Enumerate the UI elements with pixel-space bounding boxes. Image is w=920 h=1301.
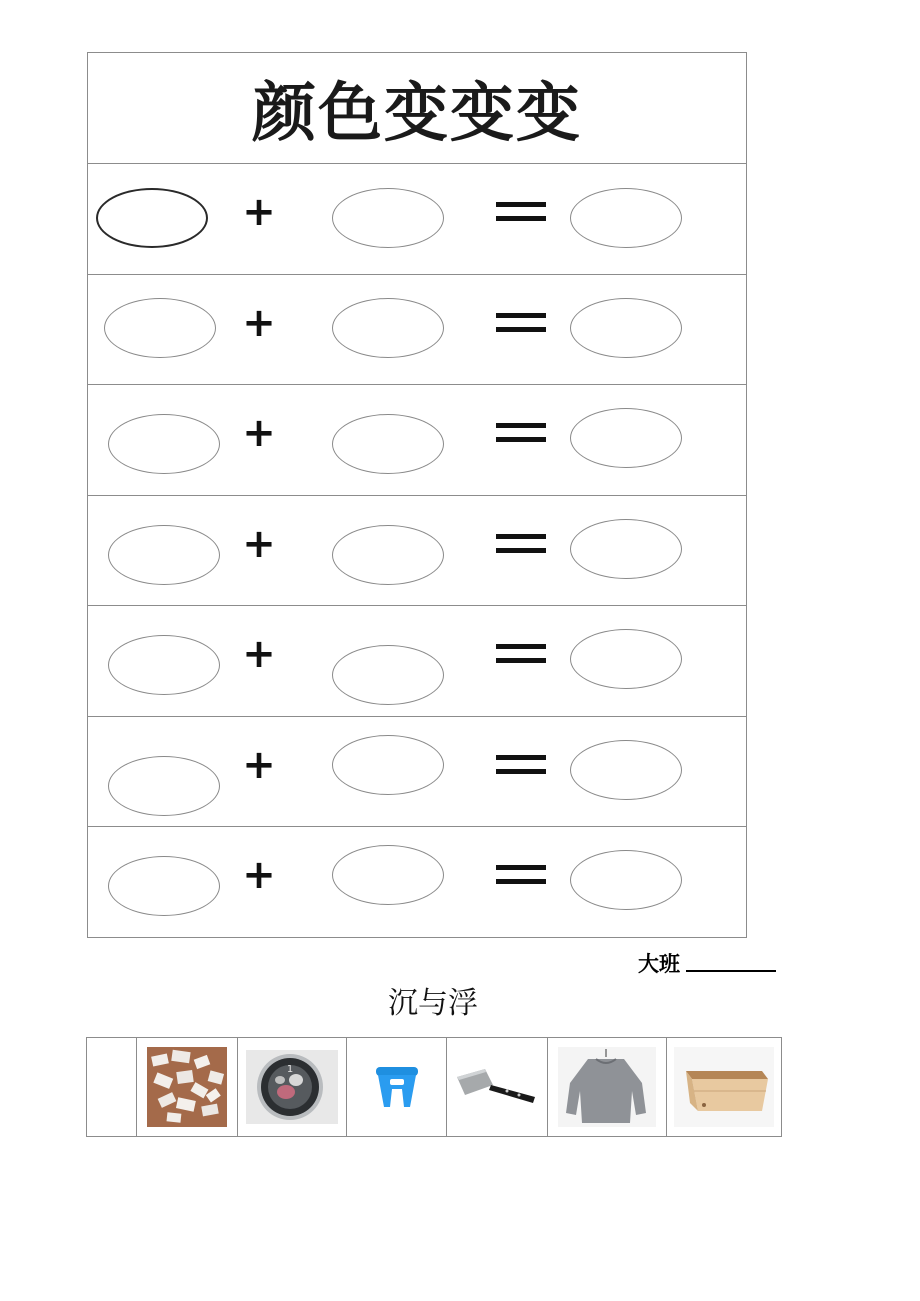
equation-row: [88, 606, 746, 717]
color-oval-first[interactable]: [96, 188, 208, 248]
equals-sign: [496, 644, 546, 666]
plastic-stool-photo: [370, 1065, 424, 1109]
color-oval-first[interactable]: [108, 635, 220, 695]
coin-photo: [246, 1050, 338, 1124]
cleaver-cell: [447, 1038, 548, 1136]
equation-row: [88, 827, 746, 938]
color-oval-result[interactable]: [570, 298, 682, 358]
color-oval-second[interactable]: [332, 525, 444, 585]
color-oval-first[interactable]: [108, 756, 220, 816]
equals-sign: [496, 423, 546, 445]
equals-bar-bottom: [496, 216, 546, 221]
sweater-photo: [558, 1047, 656, 1127]
plus-sign: +: [242, 520, 276, 567]
color-oval-first[interactable]: [108, 525, 220, 585]
plus-sign: +: [242, 189, 276, 235]
worksheet-title: 颜色变变变: [252, 77, 582, 151]
color-oval-first[interactable]: [104, 298, 216, 358]
equals-bar-top: [496, 313, 546, 318]
color-oval-second[interactable]: [332, 188, 444, 248]
color-oval-second[interactable]: [332, 414, 444, 474]
plus-sign: +: [242, 741, 276, 788]
equals-sign: [496, 313, 546, 335]
paper-scraps-photo: [147, 1047, 227, 1127]
equals-sign: [496, 755, 546, 777]
equals-bar-bottom: [496, 437, 546, 442]
plus-sign: +: [242, 410, 276, 456]
equals-sign: [496, 865, 546, 887]
svg-text:1: 1: [286, 1064, 294, 1075]
color-oval-result[interactable]: [570, 188, 682, 248]
color-oval-result[interactable]: [570, 629, 682, 689]
sweater-cell: [548, 1038, 667, 1136]
color-mixing-worksheet: [87, 52, 747, 938]
coin-cell: [238, 1038, 347, 1136]
equals-bar-bottom: [496, 658, 546, 663]
equals-bar-top: [496, 644, 546, 649]
color-oval-second[interactable]: [332, 298, 444, 358]
sink-float-table: [86, 1037, 782, 1137]
equals-bar-bottom: [496, 879, 546, 884]
equation-row: [88, 717, 746, 828]
equation-row: [88, 275, 746, 386]
equation-row: [88, 385, 746, 496]
color-oval-result[interactable]: [570, 519, 682, 579]
paper-scraps-cell: [137, 1038, 238, 1136]
equals-bar-top: [496, 865, 546, 870]
wooden-box-photo: [674, 1047, 774, 1127]
plus-sign: +: [242, 852, 276, 898]
plus-sign: +: [242, 299, 276, 346]
equals-bar-bottom: [496, 548, 546, 553]
color-oval-result[interactable]: [570, 408, 682, 468]
equals-bar-top: [496, 202, 546, 207]
color-oval-first[interactable]: [108, 856, 220, 916]
color-oval-result[interactable]: [570, 740, 682, 800]
class-label: 大班: [638, 952, 680, 976]
color-oval-second[interactable]: [332, 645, 444, 705]
blank-cell: [87, 1038, 137, 1136]
plus-sign: +: [242, 631, 276, 677]
equals-sign: [496, 202, 546, 224]
wooden-box-cell: [667, 1038, 781, 1136]
stool-cell: [347, 1038, 447, 1136]
color-oval-second[interactable]: [332, 735, 444, 795]
equals-bar-bottom: [496, 769, 546, 774]
equation-rows: [88, 164, 746, 938]
worksheet-title-cell: [88, 53, 746, 164]
equals-sign: [496, 534, 546, 556]
color-oval-first[interactable]: [108, 414, 220, 474]
equation-row: [88, 496, 746, 607]
color-oval-result[interactable]: [570, 850, 682, 910]
equals-bar-top: [496, 534, 546, 539]
equals-bar-top: [496, 755, 546, 760]
equals-bar-top: [496, 423, 546, 428]
color-oval-second[interactable]: [332, 845, 444, 905]
equation-row: [88, 164, 746, 275]
sink-float-title: 沉与浮: [388, 986, 478, 1021]
equals-bar-bottom: [496, 327, 546, 332]
cleaver-photo: [455, 1067, 539, 1107]
class-name-blank: [686, 970, 776, 972]
